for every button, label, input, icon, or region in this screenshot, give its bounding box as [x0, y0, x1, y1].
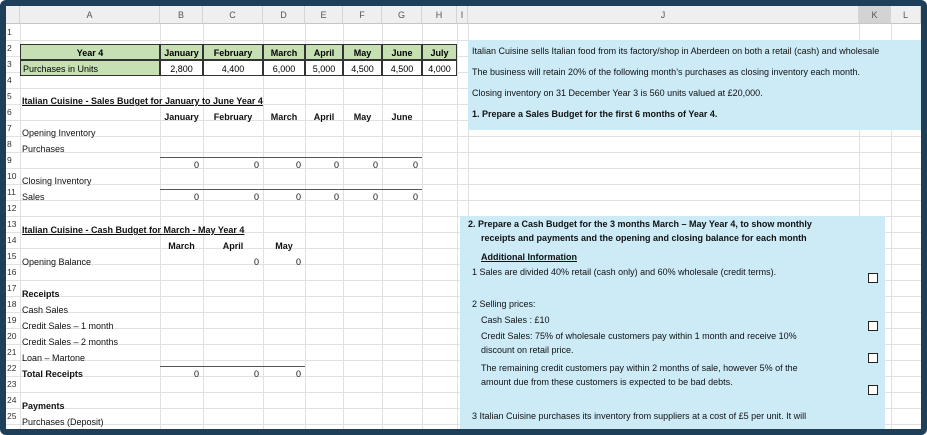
row-header[interactable]: 24 — [7, 395, 17, 405]
col-header-a[interactable]: A — [20, 6, 160, 24]
purchases-month-header[interactable]: July — [422, 44, 457, 60]
info-text-intro: Italian Cuisine sells Italian food from its factory/shop in Aberdeen on both a retail (cash) and wholesale — [472, 46, 880, 56]
sales-value[interactable]: 0 — [333, 192, 339, 202]
col-header-l[interactable]: L — [891, 6, 921, 24]
sales-value[interactable]: 0 — [193, 192, 199, 202]
subtotal-value[interactable]: 0 — [333, 160, 339, 170]
purchases-value[interactable]: 4,500 — [343, 60, 382, 76]
credit-sales-2-label[interactable]: Credit Sales – 2 months — [22, 337, 119, 347]
row-header[interactable]: 18 — [7, 299, 17, 309]
row-header[interactable]: 6 — [7, 107, 12, 117]
cash-budget-title[interactable]: Italian Cuisine - Cash Budget for March - May Year 4 — [22, 225, 245, 235]
row-header[interactable]: 20 — [7, 331, 17, 341]
subtotal-value[interactable]: 0 — [253, 160, 259, 170]
purchases-value[interactable]: 6,000 — [263, 60, 305, 76]
row-header[interactable]: 13 — [7, 219, 17, 229]
task-2-text-cont: receipts and payments and the opening and closing balance for each month — [481, 233, 807, 243]
sales-month-header[interactable]: April — [313, 112, 335, 122]
grid-vline — [422, 24, 423, 429]
closing-inventory-label[interactable]: Closing Inventory — [22, 176, 92, 186]
purchases-month-header[interactable]: March — [263, 44, 305, 60]
col-header-k[interactable]: K — [859, 6, 891, 24]
cash-month-header[interactable]: March — [168, 241, 195, 251]
opening-balance-value[interactable]: 0 — [295, 257, 301, 267]
purchases-header-year[interactable]: Year 4 — [20, 44, 160, 60]
total-receipts-value[interactable]: 0 — [193, 369, 199, 379]
grid-vline — [382, 24, 383, 429]
sales-month-header[interactable]: February — [213, 112, 253, 122]
task-checkbox-4[interactable] — [868, 385, 878, 395]
row-header[interactable]: 25 — [7, 411, 17, 421]
col-header-c[interactable]: C — [203, 6, 263, 24]
purchases-month-header[interactable]: April — [305, 44, 343, 60]
info-credit-sales-cont: discount on retail price. — [481, 345, 574, 355]
cash-month-header[interactable]: May — [275, 241, 293, 251]
grid-vline — [305, 24, 306, 429]
subtotal-value[interactable]: 0 — [193, 160, 199, 170]
purchases-month-header[interactable]: January — [160, 44, 203, 60]
sales-month-header[interactable]: January — [164, 112, 199, 122]
subtotal-value[interactable]: 0 — [412, 160, 418, 170]
row-header[interactable]: 17 — [7, 283, 17, 293]
row-header[interactable]: 11 — [7, 187, 16, 197]
info-item-3: 3 Italian Cuisine purchases its inventory from suppliers at a cost of £5 per unit. It will — [472, 411, 807, 421]
info-item-2: 2 Selling prices: — [472, 299, 536, 309]
credit-sales-1-label[interactable]: Credit Sales – 1 month — [22, 321, 114, 331]
row-header[interactable]: 4 — [7, 75, 12, 85]
opening-balance-value[interactable]: 0 — [253, 257, 259, 267]
sales-month-header[interactable]: May — [353, 112, 372, 122]
info-remaining-credit-cont: amount due from these customers is expected to be bad debts. — [481, 377, 733, 387]
row-header[interactable]: 5 — [7, 91, 12, 101]
purchases-value[interactable]: 4,500 — [382, 60, 422, 76]
subtotal-value[interactable]: 0 — [372, 160, 378, 170]
payments-heading[interactable]: Payments — [22, 401, 65, 411]
info-remaining-credit: The remaining credit customers pay within 2 months of sale, however 5% of the — [481, 363, 798, 373]
task-checkbox-2[interactable] — [868, 321, 878, 331]
row-header[interactable]: 8 — [7, 139, 12, 149]
sales-value[interactable]: 0 — [372, 192, 378, 202]
opening-balance-label[interactable]: Opening Balance — [22, 257, 92, 267]
col-header-h[interactable]: H — [422, 6, 457, 24]
task-2-text: 2. Prepare a Cash Budget for the 3 months March – May Year 4, to show monthly — [468, 219, 812, 229]
grid-hline — [6, 152, 921, 153]
grid-hline — [6, 200, 921, 201]
info-item-1: 1 Sales are divided 40% retail (cash only) and 60% wholesale (credit terms). — [472, 267, 777, 277]
purchases-month-header[interactable]: June — [382, 44, 422, 60]
row-header[interactable]: 14 — [7, 235, 17, 245]
purchases-deposit-label[interactable]: Purchases (Deposit) — [22, 417, 104, 427]
row-header[interactable]: 19 — [7, 315, 17, 325]
purchases-month-header[interactable]: February — [203, 44, 263, 60]
sales-value[interactable]: 0 — [295, 192, 301, 202]
total-receipts-value[interactable]: 0 — [253, 369, 259, 379]
row-header[interactable]: 10 — [7, 171, 17, 181]
col-header-b[interactable]: B — [160, 6, 203, 24]
row-header[interactable]: 23 — [7, 379, 17, 389]
additional-info-heading: Additional Information — [481, 252, 577, 262]
info-credit-sales: Credit Sales: 75% of wholesale customers pay within 1 month and receive 10% — [481, 331, 797, 341]
loan-label[interactable]: Loan – Martone — [22, 353, 86, 363]
col-header-d[interactable]: D — [263, 6, 305, 24]
purchases-value[interactable]: 5,000 — [305, 60, 343, 76]
purchases-value[interactable]: 2,800 — [160, 60, 203, 76]
row-header[interactable]: 7 — [7, 123, 12, 133]
task-1-text: 1. Prepare a Sales Budget for the first 6 months of Year 4. — [472, 109, 718, 119]
row-header[interactable]: 16 — [7, 267, 17, 277]
col-header-i[interactable]: I — [457, 6, 468, 24]
subtotal-value[interactable]: 0 — [295, 160, 301, 170]
row-header[interactable]: 21 — [7, 347, 17, 357]
sales-value[interactable]: 0 — [412, 192, 418, 202]
total-receipts-label[interactable]: Total Receipts — [22, 369, 83, 379]
task-checkbox-1[interactable] — [868, 273, 878, 283]
info-text-retain: The business will retain 20% of the following month’s purchases as closing inventory each month. — [472, 67, 861, 77]
info-cash-sales: Cash Sales : £10 — [481, 315, 550, 325]
task-checkbox-3[interactable] — [868, 353, 878, 363]
purchases-label[interactable]: Purchases — [22, 144, 65, 154]
purchases-value[interactable]: 4,000 — [422, 60, 457, 76]
row-header[interactable]: 3 — [7, 59, 12, 69]
purchases-value[interactable]: 4,400 — [203, 60, 263, 76]
grid-vline — [343, 24, 344, 429]
sales-value[interactable]: 0 — [253, 192, 259, 202]
cash-month-header[interactable]: April — [222, 241, 244, 251]
spreadsheet-grid — [6, 6, 921, 429]
row-header[interactable]: 22 — [7, 363, 17, 373]
corner-select-all[interactable] — [6, 6, 20, 24]
cash-sales-label[interactable]: Cash Sales — [22, 305, 69, 315]
grid-hline — [6, 184, 921, 185]
purchases-month-header[interactable]: May — [343, 44, 382, 60]
row-header[interactable]: 15 — [7, 251, 17, 261]
total-receipts-value[interactable]: 0 — [295, 369, 301, 379]
col-header-f[interactable]: F — [343, 6, 382, 24]
purchases-row-label[interactable]: Purchases in Units — [20, 60, 160, 76]
sales-budget-title[interactable]: Italian Cuisine - Sales Budget for January to June Year 4 — [22, 96, 263, 106]
info-text-closing: Closing inventory on 31 December Year 3 is 560 units valued at £20,000. — [472, 88, 763, 98]
row-header[interactable]: 12 — [7, 203, 17, 213]
row-header[interactable]: 9 — [7, 155, 12, 165]
grid-vline — [457, 24, 458, 429]
col-header-j[interactable]: J — [468, 6, 859, 24]
col-header-g[interactable]: G — [382, 6, 422, 24]
row-header[interactable]: 1 — [7, 27, 12, 37]
sales-month-header[interactable]: March — [270, 112, 298, 122]
grid-hline — [6, 136, 921, 137]
row-header[interactable]: 2 — [7, 43, 12, 53]
opening-inventory-label[interactable]: Opening Inventory — [22, 128, 96, 138]
col-header-e[interactable]: E — [305, 6, 343, 24]
receipts-heading[interactable]: Receipts — [22, 289, 60, 299]
sales-label[interactable]: Sales — [22, 192, 45, 202]
grid-hline — [6, 168, 921, 169]
sales-month-header[interactable]: June — [391, 112, 413, 122]
